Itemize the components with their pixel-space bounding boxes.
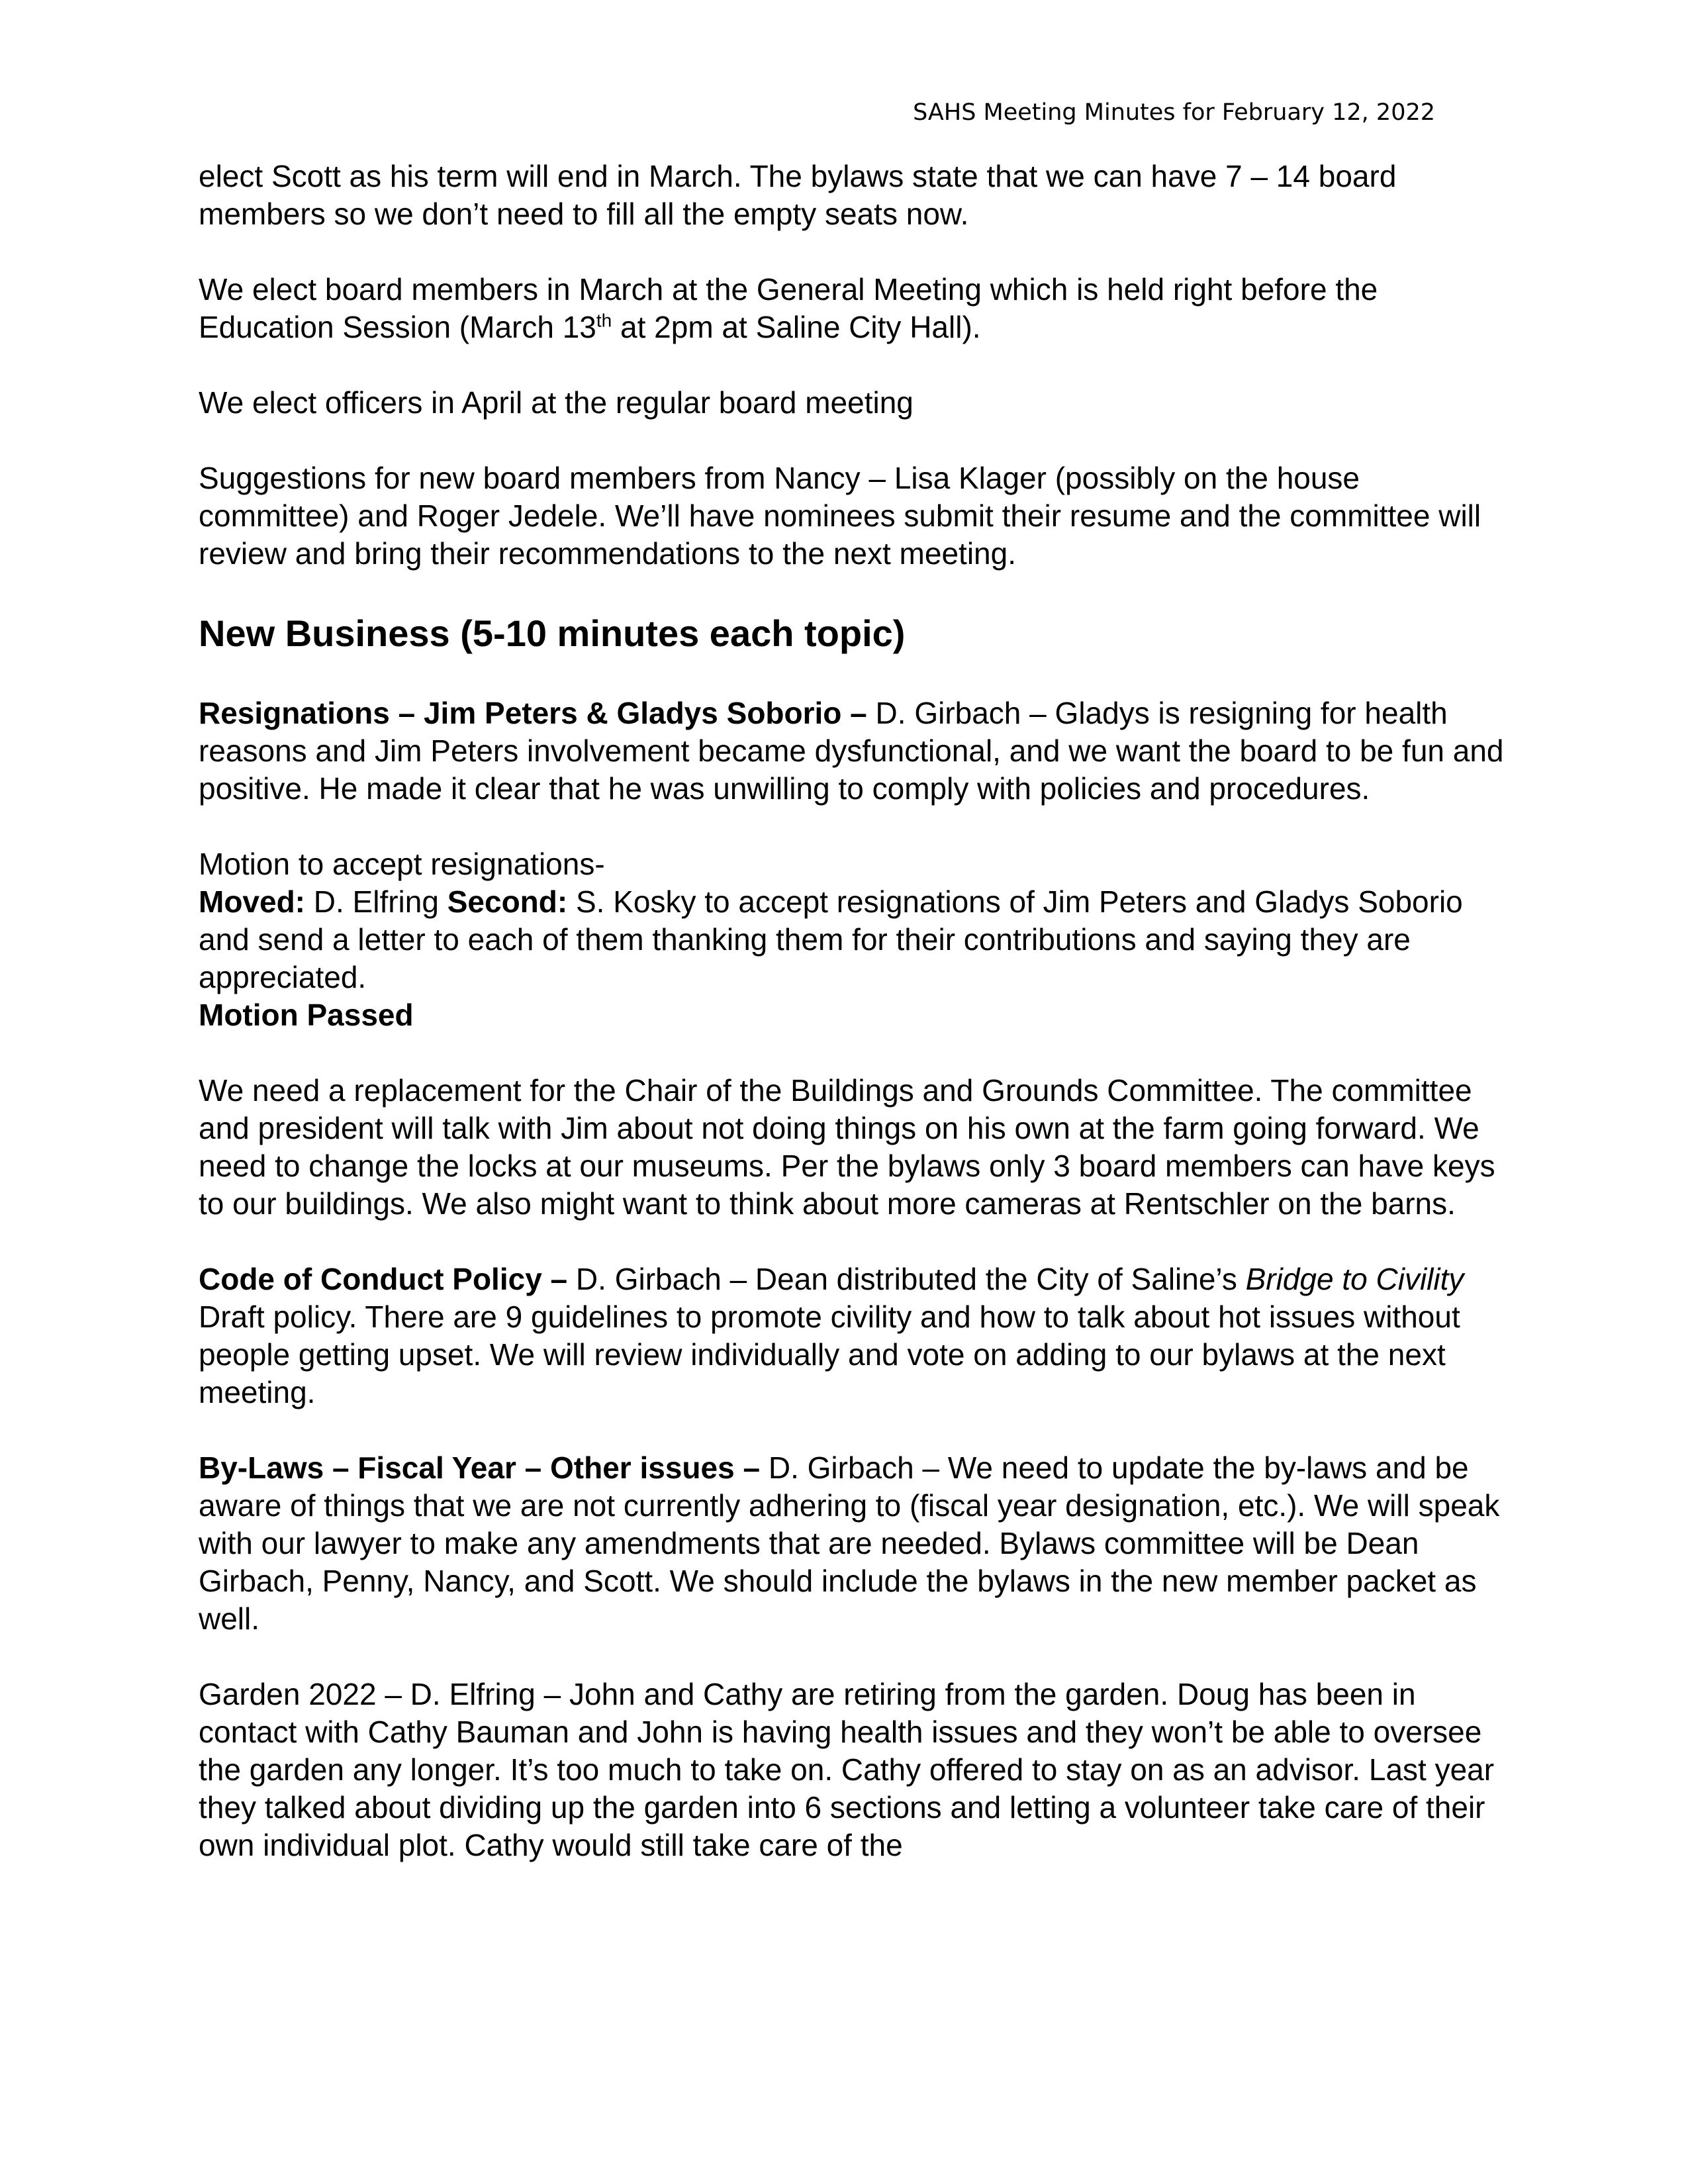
second-text: S. Kosky to accept resignations of Jim Peters and Gladys Soborio and send a letter to each of them thanking them for their contributions and saying they are appreciated.: [199, 884, 1463, 994]
paragraph-board-election: [199, 271, 1509, 346]
bylaws-text: D. Girbach – We need to update the by-laws and be aware of things that we are not currently adhering to (fiscal year designation, etc.). We will speak with our lawyer to make any amendments that are needed. Bylaws committee will be Dean Girbach, Penny, Nancy, and Scott. We should include the bylaws in the new member packet as well.: [199, 1450, 1500, 1636]
paragraph-code-of-conduct: [199, 1260, 1509, 1411]
paragraph-resignations: [199, 694, 1509, 808]
motion-passed-label: Motion Passed: [199, 998, 414, 1032]
moved-label: Moved:: [199, 884, 305, 919]
conduct-text-a: D. Girbach – Dean distributed the City of Saline’s: [567, 1262, 1246, 1296]
conduct-text-b: Draft policy. There are 9 guidelines to promote civility and how to talk about hot issues without people getting upset. We will review individually and vote on adding to our bylaws at the next meeting.: [199, 1300, 1460, 1409]
paragraph-replacement: We need a replacement for the Chair of the Buildings and Grounds Committee. The committee and president will talk with Jim about not doing things on his own at the farm going forward. We need to change the locks at our museums. Per the bylaws only 3 board members can have keys to our buildings. We also might want to think about more cameras at Rentschler on the barns.: [199, 1073, 1495, 1221]
document-body: [199, 158, 1509, 1864]
paragraph-board-seats: elect Scott as his term will end in March. The bylaws state that we can have 7 – 14 board members so we don’t need to fill all the empty seats now.: [199, 159, 1397, 231]
page-header: SAHS Meeting Minutes for February 12, 2022: [913, 99, 1435, 126]
paragraph-board-suggestions: Suggestions for new board members from Nancy – Lisa Klager (possibly on the house committee) and Roger Jedele. We’ll have nominees submit their resume and the committee will review and bring their recommendations to the next meeting.: [199, 461, 1481, 571]
paragraph-officer-election: We elect officers in April at the regular board meeting: [199, 385, 914, 420]
section-heading-new-business: New Business (5-10 minutes each topic): [199, 612, 906, 654]
election-superscript: th: [596, 310, 612, 331]
resignations-title: Resignations – Jim Peters & Gladys Soborio –: [199, 696, 867, 730]
conduct-title: Code of Conduct Policy –: [199, 1262, 568, 1296]
motion-details: [199, 883, 1509, 996]
motion-intro: Motion to accept resignations-: [199, 847, 605, 881]
paragraph-garden: Garden 2022 – D. Elfring – John and Cathy are retiring from the garden. Doug has been in contact with Cathy Bauman and John is having health issues and they won’t be able to oversee the garden any longer. It’s too much to take on. Cathy offered to stay on as an advisor. Last year they talked about dividing up the garden into 6 sections and letting a volunteer take care of their own individual plot. Cathy would still take care of the: [199, 1677, 1495, 1862]
motion-result: [199, 996, 1509, 1034]
moved-name: D. Elfring: [305, 884, 447, 919]
election-text-a: We elect board members in March at the General Meeting which is held right before the Education Session (March 13: [199, 272, 1378, 344]
election-text-b: at 2pm at Saline City Hall).: [612, 310, 981, 344]
resignations-text: D. Girbach – Gladys is resigning for health reasons and Jim Peters involvement became dysfunctional, and we want the board to be fun and positive. He made it clear that he was unwilling to comply with policies and procedures.: [199, 696, 1504, 806]
bylaws-title: By-Laws – Fiscal Year – Other issues –: [199, 1450, 761, 1485]
conduct-italic-title: Bridge to Civility: [1245, 1262, 1464, 1296]
paragraph-bylaws: [199, 1449, 1509, 1638]
second-label: Second:: [447, 884, 568, 919]
